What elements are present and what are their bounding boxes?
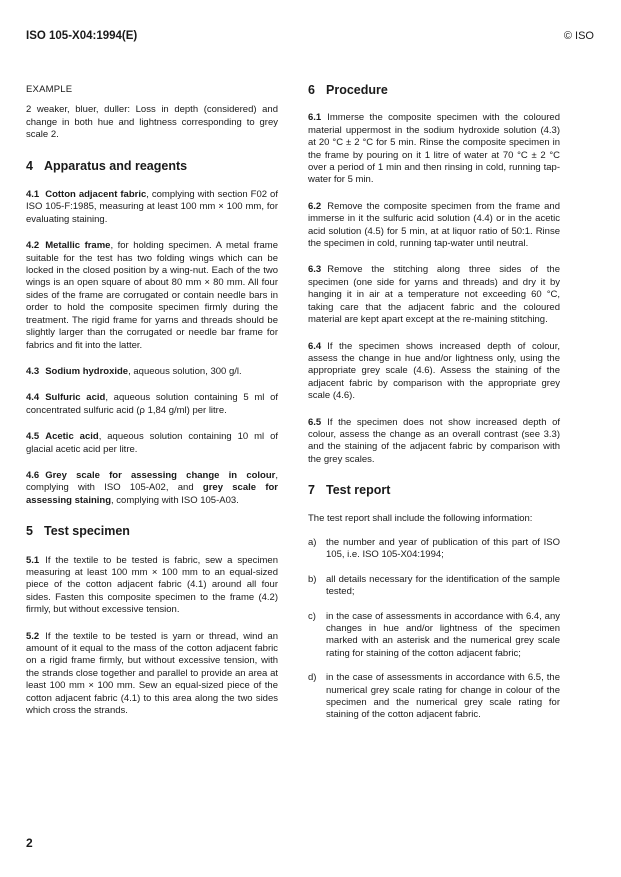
clause-title-2: grey scale for assessing staining	[26, 482, 278, 506]
list-item	[308, 611, 560, 661]
section-title: Procedure	[326, 83, 388, 97]
clause-6-3	[308, 264, 560, 326]
clause-text: , aqueous solution, 300 g/l.	[128, 365, 242, 377]
item-letter: b)	[308, 573, 317, 585]
clause-text: , complying with section F02 of ISO 105-F:1985, measuring at least 100 mm × 100 mm, for evaluating staining.	[26, 189, 278, 225]
example-text: 2 weaker, bluer, duller: Loss in depth (considered) and change in both hue and lightness corresponding to grey scale 2.	[26, 104, 278, 141]
item-text: in the case of assessments in accordance with 6.5, the numerical grey scale rating for change in colour of the specimen and the numerical grey scale rating for staining of the cotton adjacent fabric.	[326, 672, 560, 721]
clause-text: , aqueous solution containing 10 ml of glacial acetic acid per litre.	[26, 431, 278, 455]
clause-text: If the textile to be tested is yarn or thread, wind an amount of it equal to the mass of the cotton adjacent fabric on a rigid frame firmly, but without excessive tension, with the strands close together and parallel to provide an area at least 100 mm × 100 mm. Sew an equal-sized piece of the cotton adjacent fabric (4.1) to this area along the two sides which cross the strands.	[26, 630, 278, 717]
section-number: 6	[308, 83, 315, 97]
clause-5-2	[26, 631, 278, 718]
item-text: all details necessary for the identification of the sample tested;	[326, 573, 560, 598]
section-6-heading	[308, 84, 560, 96]
clause-4-6	[26, 470, 278, 507]
clause-text: Immerse the composite specimen with the coloured material uppermost in the sodium hydroxide solution (4.3) at 20 °C ± 2 °C for 5 min. Rinse the composite specimen in the frame by pouring on it 1 litre of water at 70 °C ± 2 °C over a period of 1 min and then rinsing in cold, running tap-water for 5 min.	[308, 112, 560, 186]
clause-number: 4.1	[26, 189, 40, 201]
clause-title: Cotton adjacent fabric	[45, 189, 147, 201]
clause-4-3	[26, 366, 278, 378]
section-title: Test specimen	[44, 524, 130, 539]
item-text: the number and year of publication of this part of ISO 105, i.e. ISO 105-X04:1994;	[326, 536, 560, 561]
clause-title: Grey scale for assessing change in colour	[45, 469, 276, 481]
list-item	[308, 537, 560, 562]
clause-text: Remove the stitching along three sides of the specimen (one side for yarns and threads) and dry it by hanging it in air at a temperature not exceeding 60 °C, taking care that the adjacent fabric and the coloured material are kept apart except at the re-maining stitching.	[308, 264, 560, 326]
example-label: EXAMPLE	[26, 84, 73, 95]
standard-designation: ISO 105-X04:1994(E)	[26, 30, 138, 42]
item-letter: d)	[308, 672, 317, 684]
clause-text: Remove the composite specimen from the frame and immerse in it the sulfuric acid solution (4.4) or in the acetic acid solution (4.5) for 5 min, at at liquor ratio of 50:1. Rinse the specimen in cold, running tap-water until neutral.	[308, 200, 560, 250]
section-title: Test report	[326, 483, 391, 498]
clause-number: 4.4	[26, 392, 40, 404]
copyright-mark: © ISO	[563, 30, 594, 42]
clause-text: If the specimen shows increased depth of colour, assess the change in hue and/or lightness only, using the appropriate grey scale (4.6). Assess the staining of the adjacent fabric by comparison with the appropriate grey scale (4.6).	[308, 340, 560, 402]
section-number: 7	[308, 483, 315, 498]
clause-number: 4.6	[26, 469, 40, 481]
report-intro: The test report shall include the following information:	[308, 512, 533, 524]
list-item	[308, 574, 560, 599]
page-number: 2	[26, 836, 33, 850]
clause-number: 6.1	[308, 112, 322, 124]
item-letter: a)	[308, 536, 317, 548]
item-letter: c)	[308, 610, 316, 622]
item-text: in the case of assessments in accordance with 6.4, any changes in hue and/or lightness of the specimen marked with an asterisk and the numerical grey scale rating for staining of the cotton adjacent fabric;	[326, 610, 560, 659]
clause-number: 4.3	[26, 365, 40, 377]
section-4-heading	[26, 160, 278, 172]
clause-text: If the specimen does not show increased depth of colour, assess the change as an overall contrast (see 3.3) and the staining of the adjacent fabric by comparison with the grey scales.	[308, 416, 560, 465]
clause-number: 6.4	[308, 340, 322, 352]
clause-number: 6.2	[308, 200, 322, 212]
clause-6-1	[308, 112, 560, 186]
section-number: 4	[26, 158, 33, 173]
clause-number: 6.5	[308, 416, 322, 428]
clause-6-2	[308, 201, 560, 251]
clause-text: , for holding specimen. A metal frame suitable for the test has two folding wings which can be locked in the closed position by a wing-nut. Each of the two wings is an open square of about 80 mm × 80 mm. All four sides of the frame are corrugated or contain needle bars in order to hold the composite specimen firmly during the treatment. The rigid frame for yarns and threads should be slightly larger than the corrugated or needle bar frame for fabrics and fit into the latter.	[26, 240, 278, 351]
clause-title: Metallic frame	[45, 240, 111, 252]
clause-title: Sodium hydroxide	[45, 365, 129, 377]
clause-number: 6.3	[308, 264, 322, 276]
clause-4-5	[26, 431, 278, 456]
clause-5-1	[26, 555, 278, 617]
section-7-heading	[308, 484, 560, 496]
left-column	[26, 84, 278, 731]
clause-text: If the textile to be tested is fabric, sew a specimen measuring at least 100 mm × 100 mm to an equal-sized piece of the cotton adjacent fabric (4.1) around all four sides. Fasten this composite specimen to the frame (4.2) firmly, but without excessive tension.	[26, 554, 278, 616]
section-title: Apparatus and reagents	[44, 158, 188, 173]
right-column	[308, 84, 560, 734]
clause-6-4	[308, 341, 560, 403]
section-5-heading	[26, 525, 278, 537]
clause-text: , complying with ISO 105-A02, and	[26, 469, 278, 494]
clause-number: 4.2	[26, 240, 40, 252]
report-items-list	[308, 537, 560, 722]
clause-6-5	[308, 417, 560, 467]
clause-number: 4.5	[26, 431, 40, 443]
list-item	[308, 672, 560, 722]
clause-number: 5.1	[26, 554, 40, 566]
clause-title: Sulfuric acid	[45, 392, 106, 404]
section-number: 5	[26, 524, 33, 539]
clause-text: , aqueous solution containing 5 ml of concentrated sulfuric acid (ρ 1,84 g/ml) per litre.	[26, 392, 278, 416]
clause-number: 5.2	[26, 630, 40, 642]
clause-title: Acetic acid	[45, 431, 99, 443]
clause-4-2	[26, 240, 278, 352]
clause-text-2: , complying with ISO 105-A03.	[111, 494, 239, 506]
clause-4-4	[26, 392, 278, 417]
clause-4-1	[26, 189, 278, 226]
